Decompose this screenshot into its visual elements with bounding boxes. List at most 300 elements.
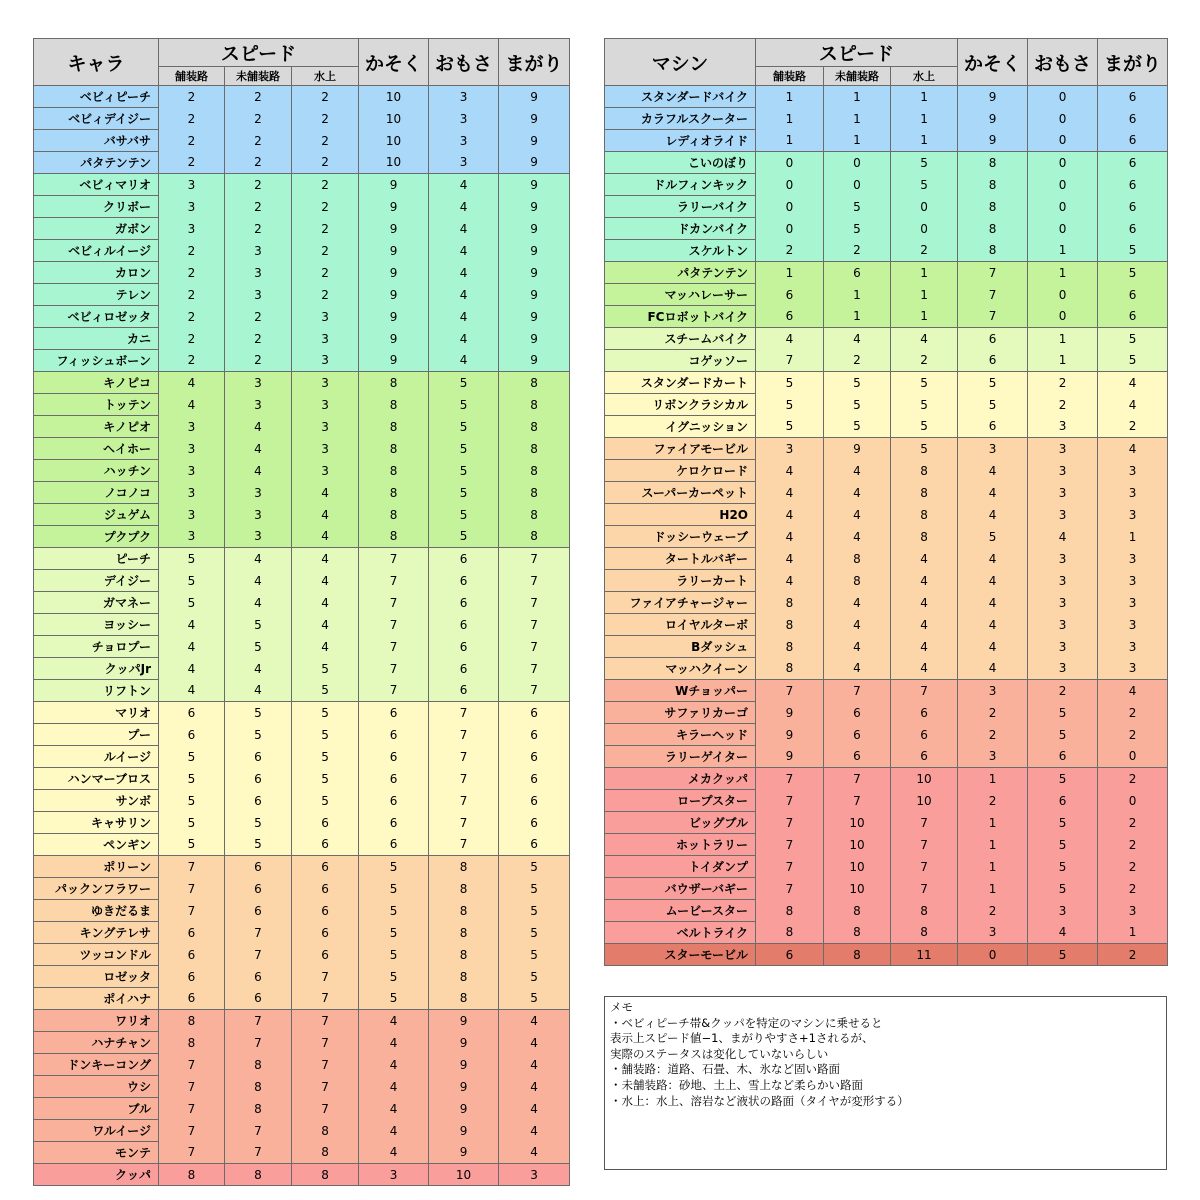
unpaved-value: 5: [225, 812, 292, 834]
character-name: ルイージ: [34, 746, 159, 768]
unpaved-value: 2: [225, 350, 292, 372]
unpaved-value: 2: [225, 108, 292, 130]
weight-value: 9: [429, 1120, 499, 1142]
water-value: 1: [891, 284, 958, 306]
character-name: カロン: [34, 262, 159, 284]
paved-value: 1: [756, 108, 824, 130]
machine-name: イグニッション: [605, 416, 756, 438]
weight-value: 3: [429, 108, 499, 130]
paved-value: 6: [159, 702, 225, 724]
machine-row: [605, 702, 1168, 724]
character-name: デイジー: [34, 570, 159, 592]
machine-row: [605, 790, 1168, 812]
paved-value: 3: [159, 174, 225, 196]
weight-value: 6: [429, 658, 499, 680]
paved-value: 4: [159, 680, 225, 702]
unpaved-value: 7: [225, 1120, 292, 1142]
water-value: 3: [292, 438, 359, 460]
accel-value: 9: [958, 130, 1028, 152]
handling-value: 9: [499, 86, 570, 108]
paved-value: 9: [756, 746, 824, 768]
handling-value: 6: [1098, 306, 1168, 328]
weight-value: 3: [1028, 416, 1098, 438]
weight-value: 3: [1028, 592, 1098, 614]
handling-value: 3: [1098, 548, 1168, 570]
paved-value: 9: [756, 724, 824, 746]
unpaved-value: 8: [225, 1076, 292, 1098]
character-row: [34, 1164, 570, 1186]
water-value: 4: [292, 482, 359, 504]
weight-value: 8: [429, 900, 499, 922]
paved-value: 8: [756, 658, 824, 680]
character-row: [34, 526, 570, 548]
accel-value: 4: [958, 504, 1028, 526]
unpaved-value: 6: [225, 878, 292, 900]
accel-value: 7: [958, 306, 1028, 328]
machine-row: [605, 394, 1168, 416]
water-value: 2: [292, 174, 359, 196]
character-row: [34, 724, 570, 746]
character-row: [34, 240, 570, 262]
water-value: 10: [891, 768, 958, 790]
accel-value: 5: [359, 966, 429, 988]
paved-value: 5: [159, 768, 225, 790]
character-name: ベビィピーチ: [34, 86, 159, 108]
machine-name: ベルトライク: [605, 922, 756, 944]
unpaved-value: 4: [824, 526, 891, 548]
machine-row: [605, 460, 1168, 482]
character-name: プクプク: [34, 526, 159, 548]
machine-name: スチームバイク: [605, 328, 756, 350]
handling-value: 3: [1098, 592, 1168, 614]
water-value: 1: [891, 130, 958, 152]
paved-value: 5: [159, 570, 225, 592]
unpaved-value: 1: [824, 108, 891, 130]
unpaved-value: 7: [824, 790, 891, 812]
machine-row: [605, 834, 1168, 856]
weight-value: 8: [429, 944, 499, 966]
water-value: 5: [891, 394, 958, 416]
handling-value: 2: [1098, 724, 1168, 746]
paved-value: 7: [159, 1054, 225, 1076]
character-name: ヘイホー: [34, 438, 159, 460]
machine-row: [605, 658, 1168, 680]
paved-value: 5: [159, 548, 225, 570]
weight-value: 6: [1028, 746, 1098, 768]
unpaved-value: 3: [225, 372, 292, 394]
unpaved-value: 1: [824, 130, 891, 152]
handling-value: 2: [1098, 768, 1168, 790]
unpaved-value: 4: [824, 614, 891, 636]
weight-value: 0: [1028, 284, 1098, 306]
accel-value: 4: [359, 1120, 429, 1142]
unpaved-value: 5: [225, 834, 292, 856]
machine-name: FCロボットバイク: [605, 306, 756, 328]
machine-row: [605, 438, 1168, 460]
machine-row: [605, 856, 1168, 878]
paved-value: 2: [159, 108, 225, 130]
handling-value: 3: [1098, 900, 1168, 922]
character-name: ブル: [34, 1098, 159, 1120]
accel-value: 4: [359, 1142, 429, 1164]
water-value: 3: [292, 372, 359, 394]
weight-value: 6: [429, 614, 499, 636]
weight-value: 4: [429, 218, 499, 240]
accel-value: 4: [359, 1076, 429, 1098]
unpaved-value: 0: [824, 152, 891, 174]
machine-name: ドカンバイク: [605, 218, 756, 240]
weight-value: 9: [429, 1098, 499, 1120]
weight-value: 5: [1028, 702, 1098, 724]
character-name: ポイハナ: [34, 988, 159, 1010]
weight-value: 3: [1028, 504, 1098, 526]
accel-value: 3: [958, 922, 1028, 944]
water-value: 5: [891, 416, 958, 438]
paved-value: 7: [159, 1142, 225, 1164]
accel-value: 2: [958, 724, 1028, 746]
water-value: 8: [891, 922, 958, 944]
water-value: 2: [891, 240, 958, 262]
water-value: 5: [891, 438, 958, 460]
handling-value: 9: [499, 218, 570, 240]
accel-value: 4: [359, 1098, 429, 1120]
unpaved-value: 3: [225, 504, 292, 526]
water-value: 8: [891, 460, 958, 482]
paved-value: 6: [159, 988, 225, 1010]
water-value: 4: [292, 570, 359, 592]
accel-value: 5: [958, 526, 1028, 548]
machine-row: [605, 482, 1168, 504]
water-value: 5: [292, 724, 359, 746]
water-value: 1: [891, 306, 958, 328]
handling-value: 9: [499, 240, 570, 262]
machine-name: Bダッシュ: [605, 636, 756, 658]
accel-value: 3: [359, 1164, 429, 1186]
paved-value: 6: [756, 944, 824, 966]
header-water: 水上: [292, 67, 359, 86]
machine-row: [605, 130, 1168, 152]
weight-value: 5: [1028, 768, 1098, 790]
water-value: 6: [891, 724, 958, 746]
unpaved-value: 4: [824, 504, 891, 526]
accel-value: 5: [958, 372, 1028, 394]
accel-value: 8: [359, 482, 429, 504]
character-row: [34, 416, 570, 438]
weight-value: 5: [429, 526, 499, 548]
machine-name: ビッグブル: [605, 812, 756, 834]
machine-name: タートルバギー: [605, 548, 756, 570]
water-value: 6: [292, 856, 359, 878]
handling-value: 6: [1098, 218, 1168, 240]
paved-value: 3: [159, 526, 225, 548]
handling-value: 8: [499, 416, 570, 438]
accel-value: 5: [958, 394, 1028, 416]
accel-value: 10: [359, 108, 429, 130]
handling-value: 4: [499, 1032, 570, 1054]
handling-value: 1: [1098, 922, 1168, 944]
accel-value: 8: [359, 526, 429, 548]
accel-value: 4: [359, 1010, 429, 1032]
accel-value: 4: [958, 548, 1028, 570]
unpaved-value: 4: [824, 636, 891, 658]
paved-value: 4: [159, 636, 225, 658]
handling-value: 4: [1098, 438, 1168, 460]
handling-value: 8: [499, 482, 570, 504]
weight-value: 7: [429, 834, 499, 856]
accel-value: 7: [359, 570, 429, 592]
character-name: ハンマーブロス: [34, 768, 159, 790]
handling-value: 3: [1098, 504, 1168, 526]
paved-value: 6: [756, 284, 824, 306]
weight-value: 4: [429, 328, 499, 350]
character-name: ドンキーコング: [34, 1054, 159, 1076]
machine-name: ファイアモービル: [605, 438, 756, 460]
character-name: クッパ: [34, 1164, 159, 1186]
paved-value: 8: [756, 614, 824, 636]
accel-value: 7: [359, 592, 429, 614]
paved-value: 2: [159, 152, 225, 174]
character-name: プー: [34, 724, 159, 746]
unpaved-value: 5: [824, 196, 891, 218]
weight-value: 2: [1028, 372, 1098, 394]
paved-value: 5: [159, 834, 225, 856]
paved-value: 6: [159, 944, 225, 966]
header-accel: かそく: [359, 39, 429, 86]
water-value: 7: [891, 856, 958, 878]
weight-value: 7: [429, 724, 499, 746]
accel-value: 7: [359, 548, 429, 570]
accel-value: 4: [958, 658, 1028, 680]
accel-value: 5: [359, 988, 429, 1010]
water-value: 5: [292, 790, 359, 812]
water-value: 10: [891, 790, 958, 812]
machine-stats-table: [604, 38, 1168, 966]
accel-value: 4: [958, 482, 1028, 504]
paved-value: 5: [756, 372, 824, 394]
paved-value: 7: [756, 856, 824, 878]
paved-value: 3: [756, 438, 824, 460]
weight-value: 3: [1028, 438, 1098, 460]
handling-value: 5: [1098, 240, 1168, 262]
water-value: 2: [292, 86, 359, 108]
character-row: [34, 966, 570, 988]
character-name: ヨッシー: [34, 614, 159, 636]
character-name: ロゼッタ: [34, 966, 159, 988]
water-value: 4: [891, 614, 958, 636]
accel-value: 8: [958, 196, 1028, 218]
handling-value: 5: [499, 900, 570, 922]
water-value: 3: [292, 394, 359, 416]
machine-row: [605, 768, 1168, 790]
machine-row: [605, 196, 1168, 218]
header-handling: まがり: [499, 39, 570, 86]
machine-row: [605, 526, 1168, 548]
water-value: 4: [891, 328, 958, 350]
accel-value: 4: [958, 636, 1028, 658]
machine-row: [605, 108, 1168, 130]
unpaved-value: 4: [225, 570, 292, 592]
weight-value: 6: [429, 548, 499, 570]
accel-value: 1: [958, 768, 1028, 790]
header-paved: 舗装路: [159, 67, 225, 86]
character-name: バサバサ: [34, 130, 159, 152]
water-value: 4: [891, 636, 958, 658]
weight-value: 5: [1028, 812, 1098, 834]
character-row: [34, 130, 570, 152]
character-row: [34, 1076, 570, 1098]
weight-value: 0: [1028, 108, 1098, 130]
machine-name: ロープスター: [605, 790, 756, 812]
handling-value: 8: [499, 372, 570, 394]
unpaved-value: 5: [824, 394, 891, 416]
memo-line: 表示上スピード値−1、まがりやすさ+1されるが、: [610, 1031, 874, 1046]
weight-value: 7: [429, 812, 499, 834]
accel-value: 8: [359, 394, 429, 416]
character-row: [34, 834, 570, 856]
water-value: 8: [891, 504, 958, 526]
water-value: 8: [292, 1164, 359, 1186]
handling-value: 6: [499, 724, 570, 746]
accel-value: 9: [359, 284, 429, 306]
paved-value: 8: [756, 592, 824, 614]
machine-row: [605, 218, 1168, 240]
machine-row: [605, 812, 1168, 834]
character-name: ゆきだるま: [34, 900, 159, 922]
water-value: 4: [891, 548, 958, 570]
paved-value: 9: [756, 702, 824, 724]
weight-value: 5: [1028, 878, 1098, 900]
handling-value: 9: [499, 130, 570, 152]
character-name: ガボン: [34, 218, 159, 240]
paved-value: 4: [756, 570, 824, 592]
weight-value: 6: [429, 592, 499, 614]
paved-value: 7: [756, 680, 824, 702]
unpaved-value: 2: [225, 306, 292, 328]
accel-value: 8: [359, 504, 429, 526]
character-name: カニ: [34, 328, 159, 350]
water-value: 1: [891, 108, 958, 130]
handling-value: 2: [1098, 834, 1168, 856]
unpaved-value: 6: [824, 746, 891, 768]
handling-value: 8: [499, 504, 570, 526]
water-value: 5: [292, 680, 359, 702]
water-value: 2: [292, 262, 359, 284]
accel-value: 5: [359, 856, 429, 878]
unpaved-value: 4: [225, 460, 292, 482]
water-value: 4: [891, 592, 958, 614]
character-row: [34, 812, 570, 834]
machine-name: ドッシーウェーブ: [605, 526, 756, 548]
unpaved-value: 7: [225, 1032, 292, 1054]
accel-value: 6: [359, 790, 429, 812]
machine-name: ラリーバイク: [605, 196, 756, 218]
handling-value: 3: [499, 1164, 570, 1186]
water-value: 6: [292, 812, 359, 834]
unpaved-value: 3: [225, 394, 292, 416]
accel-value: 7: [359, 680, 429, 702]
handling-value: 7: [499, 680, 570, 702]
character-row: [34, 680, 570, 702]
weight-value: 5: [429, 372, 499, 394]
water-value: 7: [292, 1054, 359, 1076]
accel-value: 5: [359, 878, 429, 900]
paved-value: 7: [756, 834, 824, 856]
weight-value: 6: [1028, 790, 1098, 812]
paved-value: 4: [159, 372, 225, 394]
character-name: リフトン: [34, 680, 159, 702]
handling-value: 8: [499, 526, 570, 548]
weight-value: 5: [1028, 834, 1098, 856]
header-weight: おもさ: [1028, 39, 1098, 86]
header-accel: かそく: [958, 39, 1028, 86]
handling-value: 5: [1098, 262, 1168, 284]
accel-value: 8: [958, 240, 1028, 262]
weight-value: 1: [1028, 328, 1098, 350]
machine-name: キラーヘッド: [605, 724, 756, 746]
water-value: 8: [891, 526, 958, 548]
machine-name: パタテンテン: [605, 262, 756, 284]
handling-value: 6: [499, 790, 570, 812]
accel-value: 2: [958, 790, 1028, 812]
character-name: フィッシュボーン: [34, 350, 159, 372]
handling-value: 6: [499, 702, 570, 724]
accel-value: 1: [958, 812, 1028, 834]
character-name: キャサリン: [34, 812, 159, 834]
unpaved-value: 4: [225, 680, 292, 702]
water-value: 2: [292, 108, 359, 130]
character-row: [34, 372, 570, 394]
unpaved-value: 6: [225, 900, 292, 922]
accel-value: 4: [359, 1032, 429, 1054]
header-speed: スピード: [159, 39, 359, 67]
character-row: [34, 1032, 570, 1054]
weight-value: 4: [1028, 526, 1098, 548]
paved-value: 0: [756, 196, 824, 218]
unpaved-value: 8: [824, 570, 891, 592]
unpaved-value: 3: [225, 240, 292, 262]
header-unpaved: 未舗装路: [824, 67, 891, 86]
character-name: ワリオ: [34, 1010, 159, 1032]
character-name: ガマネー: [34, 592, 159, 614]
header-machine: マシン: [605, 39, 756, 86]
character-row: [34, 218, 570, 240]
water-value: 2: [292, 284, 359, 306]
paved-value: 0: [756, 152, 824, 174]
character-row: [34, 196, 570, 218]
paved-value: 5: [159, 812, 225, 834]
water-value: 7: [891, 878, 958, 900]
character-row: [34, 328, 570, 350]
memo-line: 実際のステータスは変化していないらしい: [610, 1046, 829, 1061]
character-row: [34, 1120, 570, 1142]
handling-value: 0: [1098, 746, 1168, 768]
accel-value: 1: [958, 856, 1028, 878]
handling-value: 3: [1098, 482, 1168, 504]
paved-value: 7: [159, 878, 225, 900]
weight-value: 7: [429, 702, 499, 724]
handling-value: 2: [1098, 944, 1168, 966]
accel-value: 6: [958, 416, 1028, 438]
character-row: [34, 900, 570, 922]
unpaved-value: 5: [225, 636, 292, 658]
machine-name: ホットラリー: [605, 834, 756, 856]
character-row: [34, 746, 570, 768]
weight-value: 4: [429, 350, 499, 372]
unpaved-value: 8: [225, 1054, 292, 1076]
character-name: パタテンテン: [34, 152, 159, 174]
accel-value: 8: [359, 438, 429, 460]
accel-value: 1: [958, 878, 1028, 900]
